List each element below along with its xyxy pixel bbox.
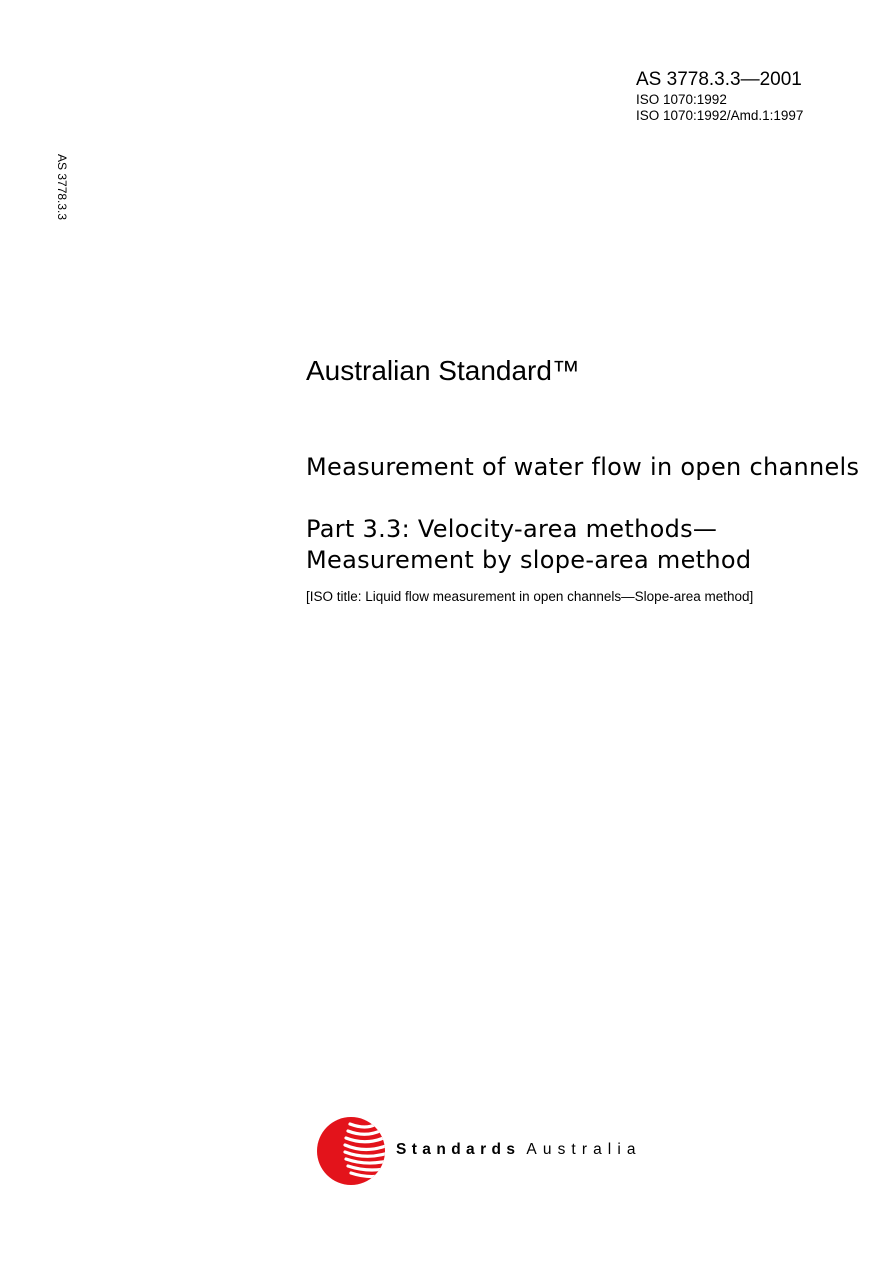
document-title: Measurement of water flow in open channels [306,453,860,481]
title-block [306,352,866,606]
iso-amendment-reference: ISO 1070:1992/Amd.1:1997 [636,108,804,123]
iso-reference: ISO 1070:1992 [636,92,727,107]
standards-australia-logo-icon [316,1116,386,1186]
wordmark-standards: Standards [396,1141,521,1158]
standard-number: AS 3778.3.3—2001 [636,69,802,90]
brand-title: Australian Standard™ [306,355,580,386]
wordmark-australia: Australia [526,1141,642,1158]
iso-title: [ISO title: Liquid flow measurement in open channels—Slope-area method] [306,589,754,604]
part-title-line: Part 3.3: Velocity-area methods— [306,515,718,543]
standards-australia-wordmark [396,1140,642,1160]
spine-label: AS 3778.3.3 [55,154,69,221]
part-title [306,514,866,576]
standard-reference-block [636,68,876,124]
standards-australia-logo [316,1112,716,1190]
part-title-line: Measurement by slope-area method [306,546,752,574]
